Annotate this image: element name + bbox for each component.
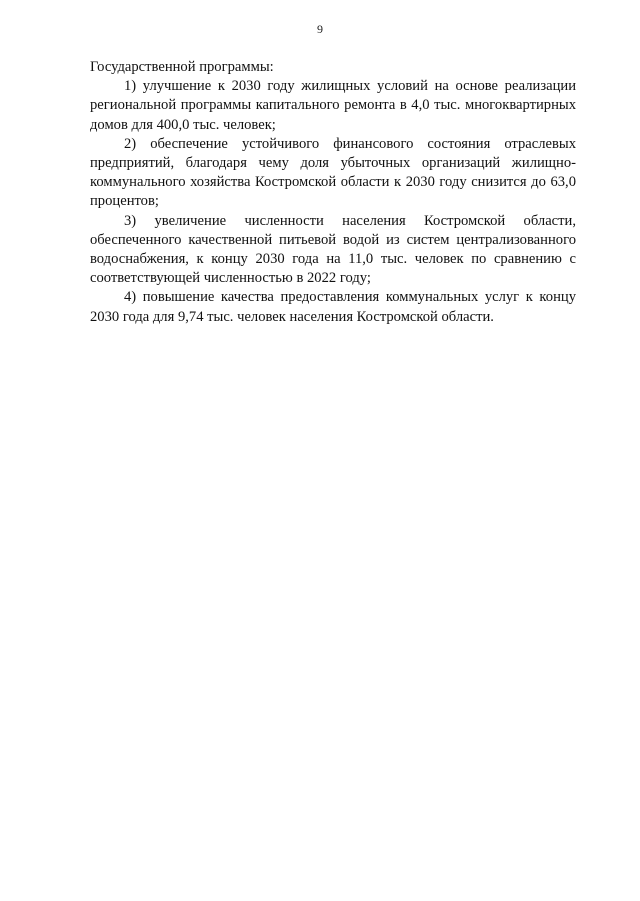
list-item-4: 4) повышение качества предоставления коммунальных услуг к концу 2030 года для 9,74 тыс. человек населения Костромской области. <box>90 289 576 325</box>
list-item-2: 2) обеспечение устойчивого финансового состояния отраслевых предприятий, благодаря чему доля убыточных организаций жилищно-коммунального хозяйства Костромской области к 2030 году снизится до 63,0 процентов; <box>90 135 576 210</box>
lead-line: Государственной программы: <box>90 59 274 75</box>
list-item-3: 3) увеличение численности населения Костромской области, обеспеченного качественной питьевой водой из систем централизованного водоснабжения, к концу 2030 года на 11,0 тыс. человек по сравнению с соответствующей численностью в 2022 году; <box>90 212 576 287</box>
list-item-1: 1) улучшение к 2030 году жилищных условий на основе реализации региональной программы капитального ремонта в 4,0 тыс. многоквартирных домов для 400,0 тыс. человек; <box>90 78 576 133</box>
body-text <box>90 58 576 327</box>
page-number: 9 <box>317 22 323 36</box>
